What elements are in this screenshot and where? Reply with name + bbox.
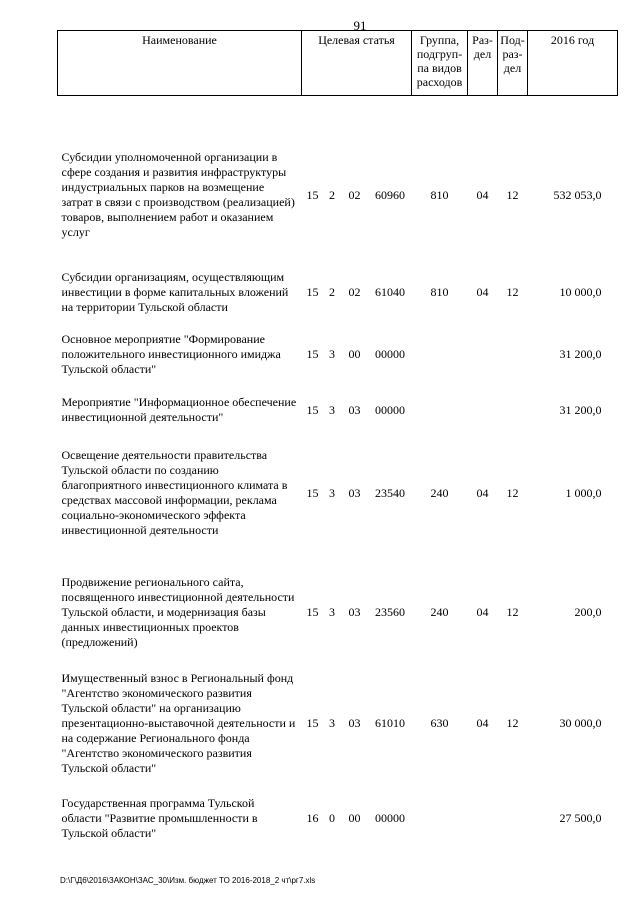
- row-section: [468, 382, 498, 438]
- row-name: Продвижение регионального сайта, посвященного инвестиционной деятельности Тульской области, и модернизация базы данных инвестиционных проектов (предложений): [61, 574, 295, 649]
- target-code-2: 3: [329, 604, 335, 619]
- row-name: Государственная программа Тульской области "Развитие промышленности в Тульской области": [61, 795, 258, 840]
- row-amount: 31 200,0: [559, 346, 602, 361]
- target-code-4: 00000: [375, 810, 405, 825]
- table-header-row: [58, 31, 618, 96]
- header-target: Целевая статья: [302, 31, 412, 96]
- target-code-2: 3: [329, 402, 335, 417]
- page-number: 91: [353, 18, 367, 33]
- row-subsection: 12: [506, 715, 519, 730]
- target-code-3: 03: [348, 402, 361, 417]
- row-section: 04: [476, 715, 489, 730]
- target-code-4: 60960: [375, 187, 405, 202]
- target-code-3: 00: [348, 810, 361, 825]
- target-code-1: 15: [306, 346, 319, 361]
- row-group: 240: [430, 485, 449, 500]
- row-name: Основное мероприятие "Формирование положительного инвестиционного имиджа Тульской области": [61, 331, 281, 376]
- target-code-2: 0: [329, 810, 335, 825]
- row-section: 04: [476, 187, 489, 202]
- table-row: [58, 382, 618, 438]
- target-code-4: 00000: [375, 346, 405, 361]
- row-section: [468, 326, 498, 382]
- target-code-1: 15: [306, 402, 319, 417]
- row-group: [412, 326, 468, 382]
- row-group: [412, 382, 468, 438]
- target-code-3: 03: [348, 715, 361, 730]
- row-section: 04: [476, 485, 489, 500]
- target-code-2: 3: [329, 485, 335, 500]
- row-amount: 200,0: [574, 604, 602, 619]
- row-name: Субсидии организациям, осуществляющим инвестиции в форме капитальных вложений на территории Тульской области: [61, 269, 289, 314]
- table-row: [58, 790, 618, 846]
- row-group: 240: [430, 604, 449, 619]
- table-row: [58, 326, 618, 382]
- row-group: 630: [430, 715, 449, 730]
- target-code-2: 3: [329, 346, 335, 361]
- target-code-3: 00: [348, 346, 361, 361]
- target-code-1: 15: [306, 187, 319, 202]
- target-code-1: 16: [306, 810, 319, 825]
- row-group: 810: [430, 187, 449, 202]
- row-amount: 31 200,0: [559, 402, 602, 417]
- row-amount: 1 000,0: [565, 485, 602, 500]
- row-amount: 10 000,0: [559, 284, 602, 299]
- target-code-1: 15: [306, 485, 319, 500]
- file-path-footer: D:\Г\Д6\2016\ЗАКОН\ЗАС_30\Изм. бюджет ТО 2016-2018_2 чт\рг7.xls: [60, 876, 316, 885]
- table-row: [58, 140, 618, 250]
- row-section: [468, 790, 498, 846]
- row-group: 810: [430, 284, 449, 299]
- row-subsection: 12: [506, 187, 519, 202]
- target-code-4: 23560: [375, 604, 405, 619]
- row-subsection: [498, 382, 528, 438]
- table-row: [58, 568, 618, 656]
- row-group: [412, 790, 468, 846]
- row-name: Освещение деятельности правительства Тульской области по созданию благоприятного инвестиционного климата в средствах массовой информации, реклама социально-экономического эффекта инвестиционной деятельности: [61, 448, 288, 537]
- target-code-1: 15: [306, 604, 319, 619]
- row-section: 04: [476, 284, 489, 299]
- target-code-1: 15: [306, 284, 319, 299]
- header-year: 2016 год: [528, 31, 618, 96]
- row-subsection: 12: [506, 284, 519, 299]
- budget-table: [57, 30, 618, 846]
- header-name: Наименование: [58, 31, 302, 96]
- target-code-3: 03: [348, 485, 361, 500]
- row-subsection: [498, 790, 528, 846]
- table-row: [58, 438, 618, 548]
- header-section: Раз-дел: [468, 31, 498, 96]
- row-name: Имущественный взнос в Региональный фонд "Агентство экономического развития Тульской области" на организацию презентационно-выставочной деятельности и на содержание Регионального фонда "Агентство экономического развития Тульской области": [61, 670, 296, 775]
- header-subsection: Под-раз-дел: [498, 31, 528, 96]
- table-row: [58, 258, 618, 326]
- table-body: [58, 96, 618, 847]
- row-section: 04: [476, 604, 489, 619]
- table-row: [58, 656, 618, 790]
- row-name: Мероприятие "Информационное обеспечение инвестиционной деятельности": [61, 395, 297, 424]
- target-code-3: 02: [348, 284, 361, 299]
- row-amount: 27 500,0: [559, 810, 602, 825]
- row-subsection: 12: [506, 604, 519, 619]
- row-amount: 30 000,0: [559, 715, 602, 730]
- target-code-4: 61010: [375, 715, 405, 730]
- row-name: Субсидии уполномоченной организации в сфере создания и развития инфраструктуры индустриальных парков на возмещение затрат в связи с производством (реализацией) товаров, выполнением работ и оказанием услуг: [61, 150, 295, 239]
- target-code-3: 03: [348, 604, 361, 619]
- target-code-4: 23540: [375, 485, 405, 500]
- header-group: Группа, подгруп-па видов расходов: [412, 31, 468, 96]
- target-code-1: 15: [306, 715, 319, 730]
- target-code-2: 2: [329, 284, 335, 299]
- target-code-2: 2: [329, 187, 335, 202]
- target-code-4: 00000: [375, 402, 405, 417]
- target-code-4: 61040: [375, 284, 405, 299]
- row-subsection: [498, 326, 528, 382]
- target-code-2: 3: [329, 715, 335, 730]
- target-code-3: 02: [348, 187, 361, 202]
- row-subsection: 12: [506, 485, 519, 500]
- row-amount: 532 053,0: [553, 187, 602, 202]
